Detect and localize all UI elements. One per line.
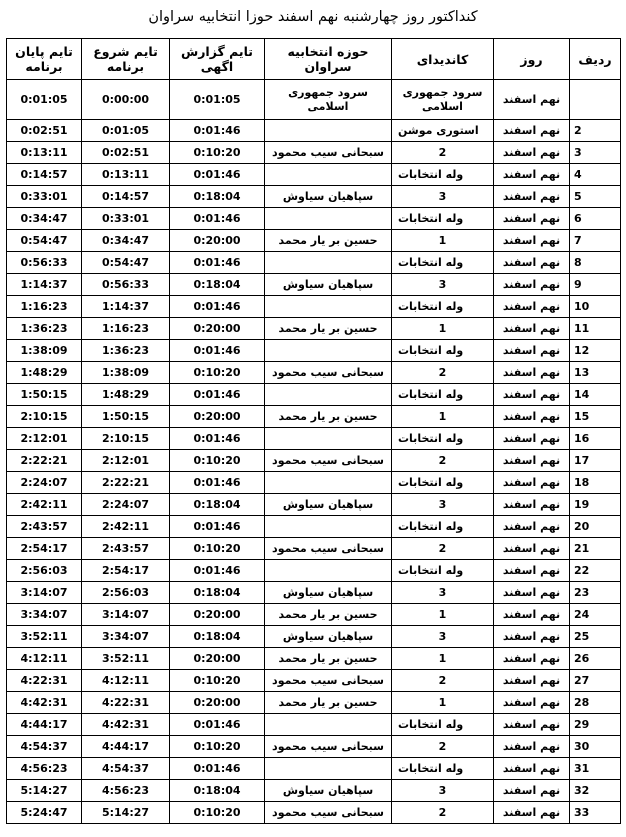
start-time-cell: 4:22:31: [82, 692, 170, 714]
table-row: [7, 494, 621, 516]
row-number-cell: 16: [570, 428, 621, 450]
start-time-cell: 1:38:09: [82, 362, 170, 384]
row-number-cell: 23: [570, 582, 621, 604]
end-time-cell: 3:14:07: [7, 582, 82, 604]
header-candidate: کاندیدای: [392, 39, 494, 80]
table-row: [7, 802, 621, 824]
table-row: [7, 296, 621, 318]
day-cell: نهم اسفند: [494, 80, 570, 120]
end-time-cell: 5:14:27: [7, 780, 82, 802]
candidate-cell: وله انتخابات: [392, 252, 494, 274]
row-number-cell: 20: [570, 516, 621, 538]
row-number-cell: 25: [570, 626, 621, 648]
row-number-cell: 8: [570, 252, 621, 274]
ad-time-cell: 0:10:20: [170, 736, 265, 758]
ad-time-cell: 0:01:46: [170, 164, 265, 186]
day-cell: نهم اسفند: [494, 780, 570, 802]
end-time-cell: 5:24:47: [7, 802, 82, 824]
candidate-cell: 2: [392, 142, 494, 164]
day-cell: نهم اسفند: [494, 164, 570, 186]
ad-time-cell: 0:01:46: [170, 252, 265, 274]
row-number-cell: 5: [570, 186, 621, 208]
candidate-cell: 3: [392, 626, 494, 648]
end-time-cell: 2:22:21: [7, 450, 82, 472]
start-time-cell: 1:48:29: [82, 384, 170, 406]
table-row: [7, 340, 621, 362]
ad-time-cell: 0:10:20: [170, 450, 265, 472]
candidate-cell: وله انتخابات: [392, 758, 494, 780]
row-number-cell: 21: [570, 538, 621, 560]
start-time-cell: 2:12:01: [82, 450, 170, 472]
table-row: [7, 406, 621, 428]
candidate-cell: 3: [392, 274, 494, 296]
end-time-cell: 1:50:15: [7, 384, 82, 406]
candidate-cell: وله انتخابات: [392, 428, 494, 450]
area-cell: حسین بر یار محمد: [265, 406, 392, 428]
header-start-time: تایم شروع برنامه: [82, 39, 170, 80]
end-time-cell: 4:22:31: [7, 670, 82, 692]
table-row: [7, 274, 621, 296]
end-time-cell: 4:54:37: [7, 736, 82, 758]
ad-time-cell: 0:18:04: [170, 626, 265, 648]
header-ad-time: تایم گزارش اگهی: [170, 39, 265, 80]
area-cell: حسین بر یار محمد: [265, 692, 392, 714]
end-time-cell: 0:56:33: [7, 252, 82, 274]
area-cell: [265, 208, 392, 230]
ad-time-cell: 0:18:04: [170, 582, 265, 604]
table-row: [7, 560, 621, 582]
row-number-cell: [570, 80, 621, 120]
day-cell: نهم اسفند: [494, 450, 570, 472]
area-cell: سبحانی سیب محمود: [265, 802, 392, 824]
day-cell: نهم اسفند: [494, 604, 570, 626]
ad-time-cell: 0:10:20: [170, 802, 265, 824]
day-cell: نهم اسفند: [494, 252, 570, 274]
page-title: کنداکتور روز چهارشنبه نهم اسفند حوزا انتخابیه سراوان: [148, 9, 478, 25]
candidate-cell: وله انتخابات: [392, 714, 494, 736]
end-time-cell: 2:24:07: [7, 472, 82, 494]
header-area: حوزه انتخابیه سراوان: [265, 39, 392, 80]
candidate-cell: 2: [392, 450, 494, 472]
start-time-cell: 4:42:31: [82, 714, 170, 736]
header-end-time: تایم پایان برنامه: [7, 39, 82, 80]
day-cell: نهم اسفند: [494, 648, 570, 670]
area-cell: سبحانی سیب محمود: [265, 450, 392, 472]
row-number-cell: 22: [570, 560, 621, 582]
table-row: [7, 186, 621, 208]
start-time-cell: 2:56:03: [82, 582, 170, 604]
start-time-cell: 2:54:17: [82, 560, 170, 582]
start-time-cell: 2:43:57: [82, 538, 170, 560]
end-time-cell: 2:43:57: [7, 516, 82, 538]
table-row: [7, 626, 621, 648]
day-cell: نهم اسفند: [494, 142, 570, 164]
day-cell: نهم اسفند: [494, 736, 570, 758]
area-cell: [265, 428, 392, 450]
ad-time-cell: 0:10:20: [170, 362, 265, 384]
start-time-cell: 0:34:47: [82, 230, 170, 252]
end-time-cell: 4:56:23: [7, 758, 82, 780]
candidate-cell: 2: [392, 670, 494, 692]
candidate-cell: 3: [392, 780, 494, 802]
row-number-cell: 27: [570, 670, 621, 692]
start-time-cell: 0:01:05: [82, 120, 170, 142]
end-time-cell: 1:36:23: [7, 318, 82, 340]
ad-time-cell: 0:18:04: [170, 780, 265, 802]
start-time-cell: 4:56:23: [82, 780, 170, 802]
area-cell: سبحانی سیب محمود: [265, 362, 392, 384]
start-time-cell: 4:54:37: [82, 758, 170, 780]
ad-time-cell: 0:10:20: [170, 670, 265, 692]
table-header-row: [7, 39, 621, 80]
ad-time-cell: 0:01:46: [170, 428, 265, 450]
candidate-cell: استوری موشن: [392, 120, 494, 142]
candidate-cell: 1: [392, 604, 494, 626]
ad-time-cell: 0:01:46: [170, 758, 265, 780]
area-cell: حسین بر یار محمد: [265, 318, 392, 340]
start-time-cell: 1:50:15: [82, 406, 170, 428]
table-row: [7, 582, 621, 604]
area-cell: [265, 120, 392, 142]
candidate-cell: وله انتخابات: [392, 472, 494, 494]
start-time-cell: 2:22:21: [82, 472, 170, 494]
row-number-cell: 14: [570, 384, 621, 406]
table-row: [7, 164, 621, 186]
start-time-cell: 2:24:07: [82, 494, 170, 516]
row-number-cell: 3: [570, 142, 621, 164]
row-number-cell: 11: [570, 318, 621, 340]
row-number-cell: 26: [570, 648, 621, 670]
day-cell: نهم اسفند: [494, 582, 570, 604]
area-cell: سبحانی سیب محمود: [265, 670, 392, 692]
start-time-cell: 1:16:23: [82, 318, 170, 340]
row-number-cell: 2: [570, 120, 621, 142]
ad-time-cell: 0:01:46: [170, 560, 265, 582]
day-cell: نهم اسفند: [494, 120, 570, 142]
end-time-cell: 2:54:17: [7, 538, 82, 560]
ad-time-cell: 0:20:00: [170, 406, 265, 428]
row-number-cell: 13: [570, 362, 621, 384]
start-time-cell: 1:14:37: [82, 296, 170, 318]
end-time-cell: 1:38:09: [7, 340, 82, 362]
row-number-cell: 15: [570, 406, 621, 428]
row-number-cell: 32: [570, 780, 621, 802]
start-time-cell: 0:00:00: [82, 80, 170, 120]
ad-time-cell: 0:20:00: [170, 692, 265, 714]
ad-time-cell: 0:10:20: [170, 538, 265, 560]
table-row: [7, 230, 621, 252]
area-cell: [265, 340, 392, 362]
end-time-cell: 4:44:17: [7, 714, 82, 736]
row-number-cell: 33: [570, 802, 621, 824]
candidate-cell: 1: [392, 648, 494, 670]
day-cell: نهم اسفند: [494, 384, 570, 406]
day-cell: نهم اسفند: [494, 406, 570, 428]
start-time-cell: 2:42:11: [82, 516, 170, 538]
end-time-cell: 1:16:23: [7, 296, 82, 318]
start-time-cell: 1:36:23: [82, 340, 170, 362]
area-cell: [265, 472, 392, 494]
table-row: [7, 318, 621, 340]
ad-time-cell: 0:20:00: [170, 230, 265, 252]
area-cell: سرود جمهوری اسلامی: [265, 80, 392, 120]
table-row: [7, 120, 621, 142]
ad-time-cell: 0:01:05: [170, 80, 265, 120]
area-cell: سبحانی سیب محمود: [265, 142, 392, 164]
day-cell: نهم اسفند: [494, 516, 570, 538]
area-cell: [265, 296, 392, 318]
row-number-cell: 28: [570, 692, 621, 714]
candidate-cell: 2: [392, 538, 494, 560]
area-cell: [265, 516, 392, 538]
end-time-cell: 0:02:51: [7, 120, 82, 142]
row-number-cell: 4: [570, 164, 621, 186]
candidate-cell: 3: [392, 582, 494, 604]
ad-time-cell: 0:01:46: [170, 472, 265, 494]
start-time-cell: 0:33:01: [82, 208, 170, 230]
table-row: [7, 362, 621, 384]
table-row: [7, 384, 621, 406]
start-time-cell: 3:14:07: [82, 604, 170, 626]
day-cell: نهم اسفند: [494, 428, 570, 450]
candidate-cell: وله انتخابات: [392, 164, 494, 186]
end-time-cell: 0:14:57: [7, 164, 82, 186]
table-row: [7, 758, 621, 780]
start-time-cell: 3:34:07: [82, 626, 170, 648]
row-number-cell: 9: [570, 274, 621, 296]
table-row: [7, 692, 621, 714]
end-time-cell: 1:48:29: [7, 362, 82, 384]
table-row: [7, 208, 621, 230]
day-cell: نهم اسفند: [494, 670, 570, 692]
table-row: [7, 714, 621, 736]
row-number-cell: 17: [570, 450, 621, 472]
ad-time-cell: 0:01:46: [170, 208, 265, 230]
candidate-cell: 3: [392, 186, 494, 208]
candidate-cell: 2: [392, 362, 494, 384]
header-day: روز: [494, 39, 570, 80]
ad-time-cell: 0:01:46: [170, 714, 265, 736]
day-cell: نهم اسفند: [494, 714, 570, 736]
start-time-cell: 0:13:11: [82, 164, 170, 186]
day-cell: نهم اسفند: [494, 318, 570, 340]
table-row: [7, 450, 621, 472]
end-time-cell: 2:10:15: [7, 406, 82, 428]
end-time-cell: 0:33:01: [7, 186, 82, 208]
table-row: [7, 428, 621, 450]
area-cell: سپاهیان سیاوش: [265, 780, 392, 802]
ad-time-cell: 0:10:20: [170, 142, 265, 164]
area-cell: سبحانی سیب محمود: [265, 736, 392, 758]
candidate-cell: 1: [392, 692, 494, 714]
table-row: [7, 670, 621, 692]
ad-time-cell: 0:18:04: [170, 186, 265, 208]
start-time-cell: 0:14:57: [82, 186, 170, 208]
end-time-cell: 3:34:07: [7, 604, 82, 626]
ad-time-cell: 0:01:46: [170, 516, 265, 538]
day-cell: نهم اسفند: [494, 362, 570, 384]
day-cell: نهم اسفند: [494, 538, 570, 560]
row-number-cell: 18: [570, 472, 621, 494]
table-row: [7, 142, 621, 164]
candidate-cell: وله انتخابات: [392, 516, 494, 538]
candidate-cell: 2: [392, 736, 494, 758]
day-cell: نهم اسفند: [494, 186, 570, 208]
start-time-cell: 4:12:11: [82, 670, 170, 692]
area-cell: [265, 560, 392, 582]
row-number-cell: 19: [570, 494, 621, 516]
end-time-cell: 0:54:47: [7, 230, 82, 252]
candidate-cell: 1: [392, 230, 494, 252]
day-cell: نهم اسفند: [494, 626, 570, 648]
area-cell: سپاهیان سیاوش: [265, 186, 392, 208]
table-row: [7, 538, 621, 560]
table-row: [7, 516, 621, 538]
day-cell: نهم اسفند: [494, 692, 570, 714]
candidate-cell: 1: [392, 406, 494, 428]
area-cell: [265, 384, 392, 406]
ad-time-cell: 0:20:00: [170, 318, 265, 340]
ad-time-cell: 0:20:00: [170, 648, 265, 670]
candidate-cell: وله انتخابات: [392, 384, 494, 406]
area-cell: سپاهیان سیاوش: [265, 494, 392, 516]
ad-time-cell: 0:20:00: [170, 604, 265, 626]
table-row: [7, 604, 621, 626]
end-time-cell: 1:14:37: [7, 274, 82, 296]
start-time-cell: 0:54:47: [82, 252, 170, 274]
day-cell: نهم اسفند: [494, 494, 570, 516]
table-row: [7, 648, 621, 670]
row-number-cell: 31: [570, 758, 621, 780]
area-cell: [265, 252, 392, 274]
end-time-cell: 0:01:05: [7, 80, 82, 120]
day-cell: نهم اسفند: [494, 208, 570, 230]
ad-time-cell: 0:01:46: [170, 296, 265, 318]
end-time-cell: 3:52:11: [7, 626, 82, 648]
table-row: [7, 780, 621, 802]
table-row: [7, 472, 621, 494]
candidate-cell: وله انتخابات: [392, 208, 494, 230]
day-cell: نهم اسفند: [494, 802, 570, 824]
row-number-cell: 7: [570, 230, 621, 252]
day-cell: نهم اسفند: [494, 560, 570, 582]
area-cell: حسین بر یار محمد: [265, 604, 392, 626]
area-cell: [265, 758, 392, 780]
day-cell: نهم اسفند: [494, 296, 570, 318]
candidate-cell: وله انتخابات: [392, 560, 494, 582]
table-row: [7, 252, 621, 274]
start-time-cell: 0:56:33: [82, 274, 170, 296]
start-time-cell: 2:10:15: [82, 428, 170, 450]
ad-time-cell: 0:01:46: [170, 340, 265, 362]
row-number-cell: 10: [570, 296, 621, 318]
end-time-cell: 2:12:01: [7, 428, 82, 450]
start-time-cell: 3:52:11: [82, 648, 170, 670]
area-cell: سبحانی سیب محمود: [265, 538, 392, 560]
end-time-cell: 2:42:11: [7, 494, 82, 516]
day-cell: نهم اسفند: [494, 230, 570, 252]
row-number-cell: 12: [570, 340, 621, 362]
start-time-cell: 0:02:51: [82, 142, 170, 164]
area-cell: سپاهیان سیاوش: [265, 274, 392, 296]
area-cell: [265, 714, 392, 736]
row-number-cell: 29: [570, 714, 621, 736]
day-cell: نهم اسفند: [494, 472, 570, 494]
end-time-cell: 2:56:03: [7, 560, 82, 582]
end-time-cell: 4:12:11: [7, 648, 82, 670]
start-time-cell: 5:14:27: [82, 802, 170, 824]
table-row: [7, 736, 621, 758]
row-number-cell: 30: [570, 736, 621, 758]
area-cell: حسین بر یار محمد: [265, 648, 392, 670]
area-cell: حسین بر یار محمد: [265, 230, 392, 252]
area-cell: سپاهیان سیاوش: [265, 582, 392, 604]
candidate-cell: 1: [392, 318, 494, 340]
schedule-table: [6, 38, 621, 824]
day-cell: نهم اسفند: [494, 274, 570, 296]
day-cell: نهم اسفند: [494, 340, 570, 362]
candidate-cell: وله انتخابات: [392, 296, 494, 318]
row-number-cell: 6: [570, 208, 621, 230]
day-cell: نهم اسفند: [494, 758, 570, 780]
candidate-cell: 2: [392, 802, 494, 824]
end-time-cell: 4:42:31: [7, 692, 82, 714]
ad-time-cell: 0:01:46: [170, 120, 265, 142]
candidate-cell: 3: [392, 494, 494, 516]
ad-time-cell: 0:18:04: [170, 274, 265, 296]
row-number-cell: 24: [570, 604, 621, 626]
table-row: [7, 80, 621, 120]
end-time-cell: 0:34:47: [7, 208, 82, 230]
ad-time-cell: 0:18:04: [170, 494, 265, 516]
area-cell: سپاهیان سیاوش: [265, 626, 392, 648]
end-time-cell: 0:13:11: [7, 142, 82, 164]
candidate-cell: سرود جمهوری اسلامی: [392, 80, 494, 120]
start-time-cell: 4:44:17: [82, 736, 170, 758]
header-row-number: ردیف: [570, 39, 621, 80]
ad-time-cell: 0:01:46: [170, 384, 265, 406]
area-cell: [265, 164, 392, 186]
candidate-cell: وله انتخابات: [392, 340, 494, 362]
